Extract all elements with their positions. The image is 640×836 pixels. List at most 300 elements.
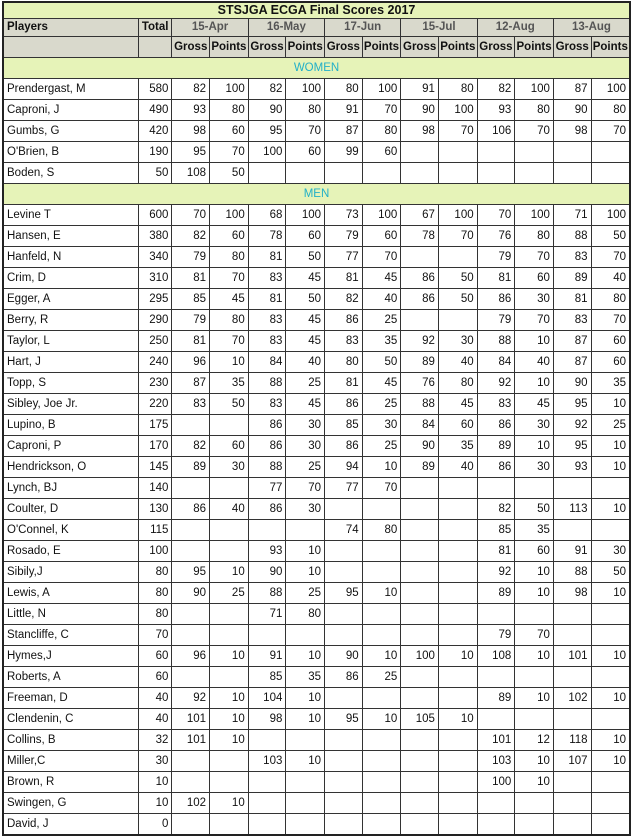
gross-cell: 88 — [248, 457, 286, 478]
points-cell: 10 — [591, 730, 630, 751]
gross-cell: 113 — [553, 499, 591, 520]
player-name: Sibley, Joe Jr. — [3, 394, 138, 415]
gross-cell: 90 — [325, 646, 363, 667]
gross-cell: 103 — [248, 751, 286, 772]
points-cell: 70 — [515, 121, 554, 142]
points-cell — [210, 478, 249, 499]
points-cell: 10 — [515, 562, 554, 583]
gross-cell — [553, 625, 591, 646]
table-row — [3, 772, 630, 793]
gross-cell: 89 — [553, 268, 591, 289]
points-cell — [210, 541, 249, 562]
player-total: 100 — [138, 541, 172, 562]
points-cell: 30 — [286, 499, 325, 520]
gross-cell — [553, 520, 591, 541]
gross-cell: 93 — [172, 100, 210, 121]
gross-cell: 87 — [553, 352, 591, 373]
gross-cell: 86 — [248, 499, 286, 520]
gross-cell — [172, 667, 210, 688]
points-cell — [438, 814, 477, 836]
gross-cell: 108 — [477, 646, 515, 667]
table-row — [3, 289, 630, 310]
player-total: 70 — [138, 625, 172, 646]
gross-cell — [477, 814, 515, 836]
points-cell: 10 — [286, 751, 325, 772]
points-cell: 70 — [210, 268, 249, 289]
points-cell: 80 — [210, 310, 249, 331]
gross-cell: 86 — [325, 667, 363, 688]
gross-cell: 101 — [477, 730, 515, 751]
gross-cell — [477, 667, 515, 688]
date-header: 17-Jun — [325, 19, 401, 37]
points-cell — [286, 814, 325, 836]
points-cell: 10 — [286, 709, 325, 730]
gross-cell: 90 — [401, 436, 439, 457]
table-row — [3, 583, 630, 604]
points-cell: 80 — [210, 247, 249, 268]
gross-cell — [248, 520, 286, 541]
player-name: Hymes,J — [3, 646, 138, 667]
points-cell: 60 — [515, 268, 554, 289]
gross-cell — [248, 730, 286, 751]
points-cell: 10 — [210, 793, 249, 814]
player-total: 50 — [138, 163, 172, 184]
gross-cell: 88 — [248, 583, 286, 604]
points-cell — [438, 751, 477, 772]
points-cell — [362, 688, 401, 709]
points-cell: 35 — [591, 373, 630, 394]
table-row — [3, 751, 630, 772]
points-cell: 70 — [210, 142, 249, 163]
gross-cell: 77 — [325, 247, 363, 268]
table-row — [3, 163, 630, 184]
points-cell: 25 — [362, 667, 401, 688]
gross-cell: 98 — [401, 121, 439, 142]
section-label: WOMEN — [3, 58, 630, 79]
player-name: Lewis, A — [3, 583, 138, 604]
table-row — [3, 625, 630, 646]
table-row — [3, 457, 630, 478]
points-cell: 10 — [362, 583, 401, 604]
gross-cell — [401, 667, 439, 688]
player-name: Lupino, B — [3, 415, 138, 436]
gross-cell: 81 — [172, 331, 210, 352]
points-cell: 45 — [286, 268, 325, 289]
table-row — [3, 541, 630, 562]
points-cell: 10 — [515, 646, 554, 667]
points-cell: 12 — [515, 730, 554, 751]
gross-cell: 71 — [248, 604, 286, 625]
points-cell: 100 — [210, 205, 249, 226]
points-cell: 10 — [286, 562, 325, 583]
gross-cell: 76 — [401, 373, 439, 394]
player-total: 490 — [138, 100, 172, 121]
gross-cell: 83 — [172, 394, 210, 415]
gross-cell: 79 — [172, 247, 210, 268]
points-header: Points — [591, 37, 630, 58]
gross-cell: 81 — [248, 289, 286, 310]
points-cell — [438, 499, 477, 520]
gross-cell — [477, 709, 515, 730]
gross-cell: 83 — [248, 268, 286, 289]
gross-cell — [401, 310, 439, 331]
points-cell: 30 — [591, 541, 630, 562]
gross-cell: 92 — [553, 415, 591, 436]
player-name: Sibily,J — [3, 562, 138, 583]
points-cell: 60 — [591, 331, 630, 352]
points-cell: 10 — [591, 499, 630, 520]
player-name: Gumbs, G — [3, 121, 138, 142]
gross-cell — [325, 793, 363, 814]
gross-cell: 87 — [325, 121, 363, 142]
gross-cell: 81 — [553, 289, 591, 310]
gross-cell: 95 — [553, 394, 591, 415]
table-row — [3, 688, 630, 709]
points-cell — [591, 667, 630, 688]
points-cell: 50 — [210, 394, 249, 415]
points-cell: 10 — [515, 583, 554, 604]
points-cell: 70 — [286, 478, 325, 499]
gross-cell — [248, 793, 286, 814]
table-row — [3, 100, 630, 121]
points-cell: 30 — [515, 415, 554, 436]
gross-cell: 83 — [325, 331, 363, 352]
gross-cell: 68 — [248, 205, 286, 226]
gross-cell — [401, 478, 439, 499]
points-cell: 35 — [362, 331, 401, 352]
gross-cell — [553, 604, 591, 625]
points-cell: 70 — [210, 331, 249, 352]
points-cell: 45 — [438, 394, 477, 415]
gross-header: Gross — [477, 37, 515, 58]
gross-cell: 73 — [325, 205, 363, 226]
section-row — [3, 184, 630, 205]
gross-cell: 98 — [553, 583, 591, 604]
player-name: Boden, S — [3, 163, 138, 184]
gross-cell — [325, 499, 363, 520]
gross-cell: 99 — [325, 142, 363, 163]
gross-cell: 79 — [477, 625, 515, 646]
players-header: Players — [3, 19, 138, 37]
player-total: 32 — [138, 730, 172, 751]
table-row — [3, 499, 630, 520]
player-name: Collins, B — [3, 730, 138, 751]
points-cell: 70 — [362, 100, 401, 121]
gross-cell: 100 — [401, 646, 439, 667]
gross-cell: 98 — [172, 121, 210, 142]
gross-cell — [172, 751, 210, 772]
points-cell — [515, 604, 554, 625]
gross-cell: 86 — [325, 394, 363, 415]
gross-cell — [477, 142, 515, 163]
gross-cell: 78 — [401, 226, 439, 247]
gross-cell: 92 — [401, 331, 439, 352]
gross-cell: 90 — [248, 562, 286, 583]
points-cell: 100 — [286, 205, 325, 226]
points-cell: 30 — [286, 436, 325, 457]
player-total: 40 — [138, 709, 172, 730]
player-total: 115 — [138, 520, 172, 541]
gross-cell: 88 — [401, 394, 439, 415]
points-cell: 70 — [362, 478, 401, 499]
gross-cell — [172, 814, 210, 836]
table-row — [3, 604, 630, 625]
gross-cell: 86 — [248, 436, 286, 457]
points-cell: 80 — [286, 100, 325, 121]
player-total: 250 — [138, 331, 172, 352]
gross-cell: 93 — [248, 541, 286, 562]
gross-cell: 89 — [401, 352, 439, 373]
points-cell — [210, 415, 249, 436]
gross-cell: 71 — [553, 205, 591, 226]
player-total: 0 — [138, 814, 172, 836]
table-row — [3, 793, 630, 814]
gross-cell: 95 — [172, 142, 210, 163]
points-cell: 45 — [286, 310, 325, 331]
points-cell — [591, 604, 630, 625]
gross-cell — [172, 541, 210, 562]
player-name: Miller,C — [3, 751, 138, 772]
table-row — [3, 667, 630, 688]
gross-cell — [248, 814, 286, 836]
gross-cell: 67 — [401, 205, 439, 226]
points-cell — [362, 625, 401, 646]
player-name: Taylor, L — [3, 331, 138, 352]
points-cell — [515, 814, 554, 836]
points-cell — [438, 520, 477, 541]
points-cell: 10 — [515, 688, 554, 709]
gross-cell: 88 — [248, 373, 286, 394]
points-cell: 80 — [438, 79, 477, 100]
points-cell: 35 — [210, 373, 249, 394]
gross-cell — [553, 793, 591, 814]
player-name: Hendrickson, O — [3, 457, 138, 478]
points-cell: 50 — [591, 562, 630, 583]
table-row — [3, 373, 630, 394]
player-name: David, J — [3, 814, 138, 836]
player-total: 130 — [138, 499, 172, 520]
gross-cell: 86 — [401, 289, 439, 310]
points-cell: 50 — [210, 163, 249, 184]
points-cell: 10 — [591, 457, 630, 478]
table-row — [3, 646, 630, 667]
points-cell — [286, 772, 325, 793]
player-total: 220 — [138, 394, 172, 415]
gross-cell: 86 — [325, 436, 363, 457]
points-cell: 30 — [515, 457, 554, 478]
gross-cell: 86 — [477, 457, 515, 478]
points-cell: 10 — [362, 646, 401, 667]
gross-cell: 79 — [477, 310, 515, 331]
gross-cell: 80 — [325, 352, 363, 373]
player-name: Brown, R — [3, 772, 138, 793]
player-name: Hanfeld, N — [3, 247, 138, 268]
player-total: 80 — [138, 562, 172, 583]
player-total: 340 — [138, 247, 172, 268]
gross-cell: 88 — [477, 331, 515, 352]
player-name: Rosado, E — [3, 541, 138, 562]
gross-cell: 95 — [325, 583, 363, 604]
points-cell — [362, 604, 401, 625]
points-cell: 50 — [591, 226, 630, 247]
points-cell — [362, 562, 401, 583]
gross-cell: 84 — [248, 352, 286, 373]
points-cell: 100 — [591, 79, 630, 100]
points-cell: 10 — [362, 457, 401, 478]
points-cell — [591, 793, 630, 814]
points-cell: 35 — [515, 520, 554, 541]
points-cell: 10 — [286, 688, 325, 709]
gross-cell: 85 — [172, 289, 210, 310]
table-row — [3, 436, 630, 457]
date-header: 13-Aug — [553, 19, 630, 37]
gross-cell — [325, 814, 363, 836]
gross-cell: 79 — [325, 226, 363, 247]
points-cell: 70 — [515, 247, 554, 268]
gross-cell: 93 — [477, 100, 515, 121]
gross-cell: 108 — [172, 163, 210, 184]
points-cell: 25 — [286, 583, 325, 604]
gross-cell: 91 — [325, 100, 363, 121]
gross-cell — [248, 772, 286, 793]
points-cell — [210, 751, 249, 772]
gross-cell: 78 — [248, 226, 286, 247]
player-total: 30 — [138, 751, 172, 772]
points-cell — [210, 772, 249, 793]
player-total: 295 — [138, 289, 172, 310]
gross-cell — [172, 625, 210, 646]
player-total: 420 — [138, 121, 172, 142]
gross-cell: 98 — [553, 121, 591, 142]
gross-cell: 81 — [477, 541, 515, 562]
gross-cell — [325, 772, 363, 793]
gross-cell — [553, 163, 591, 184]
points-cell: 25 — [362, 436, 401, 457]
player-name: Caproni, J — [3, 100, 138, 121]
points-cell: 70 — [515, 625, 554, 646]
points-header: Points — [362, 37, 401, 58]
gross-cell: 70 — [172, 205, 210, 226]
points-cell: 40 — [362, 289, 401, 310]
gross-cell: 81 — [477, 268, 515, 289]
gross-cell: 87 — [172, 373, 210, 394]
gross-cell: 85 — [325, 415, 363, 436]
gross-header: Gross — [553, 37, 591, 58]
gross-cell — [172, 520, 210, 541]
points-cell: 10 — [286, 541, 325, 562]
points-cell: 50 — [438, 289, 477, 310]
points-cell — [591, 520, 630, 541]
points-cell: 10 — [515, 373, 554, 394]
points-cell: 10 — [591, 646, 630, 667]
gross-cell: 90 — [553, 100, 591, 121]
player-total: 380 — [138, 226, 172, 247]
points-cell: 25 — [362, 394, 401, 415]
points-cell: 10 — [591, 394, 630, 415]
points-cell: 10 — [515, 436, 554, 457]
gross-cell — [401, 247, 439, 268]
points-cell: 60 — [362, 142, 401, 163]
gross-cell — [401, 583, 439, 604]
player-total: 140 — [138, 478, 172, 499]
points-cell — [286, 520, 325, 541]
gross-header: Gross — [248, 37, 286, 58]
gross-cell: 92 — [477, 373, 515, 394]
gross-cell — [401, 793, 439, 814]
table-row — [3, 352, 630, 373]
gross-cell — [401, 688, 439, 709]
table-row — [3, 121, 630, 142]
points-cell — [591, 625, 630, 646]
table-row — [3, 562, 630, 583]
points-cell — [362, 730, 401, 751]
points-cell: 80 — [362, 520, 401, 541]
table-row — [3, 520, 630, 541]
gross-cell — [401, 499, 439, 520]
gross-cell: 79 — [172, 310, 210, 331]
points-cell: 50 — [362, 352, 401, 373]
points-cell: 10 — [591, 751, 630, 772]
table-row — [3, 142, 630, 163]
gross-cell: 70 — [477, 205, 515, 226]
scores-table — [2, 1, 631, 836]
gross-cell: 81 — [248, 247, 286, 268]
gross-cell — [553, 478, 591, 499]
gross-cell — [553, 709, 591, 730]
points-cell — [362, 499, 401, 520]
points-cell — [438, 793, 477, 814]
points-cell: 100 — [362, 205, 401, 226]
points-cell: 30 — [210, 457, 249, 478]
points-cell: 30 — [362, 415, 401, 436]
points-cell — [591, 478, 630, 499]
points-cell — [210, 814, 249, 836]
player-total: 80 — [138, 604, 172, 625]
gross-cell: 88 — [553, 226, 591, 247]
gross-cell: 86 — [248, 415, 286, 436]
gross-cell — [401, 625, 439, 646]
date-header: 15-Apr — [172, 19, 248, 37]
points-cell: 10 — [286, 646, 325, 667]
points-cell: 60 — [362, 226, 401, 247]
points-cell: 70 — [362, 247, 401, 268]
gross-header: Gross — [172, 37, 210, 58]
gross-cell: 101 — [553, 646, 591, 667]
gross-cell: 101 — [172, 709, 210, 730]
points-cell: 60 — [210, 121, 249, 142]
gross-cell: 92 — [172, 688, 210, 709]
points-cell — [515, 142, 554, 163]
gross-cell: 95 — [172, 562, 210, 583]
gross-cell — [401, 814, 439, 836]
gross-cell: 86 — [172, 499, 210, 520]
points-cell — [591, 772, 630, 793]
player-total: 10 — [138, 793, 172, 814]
gross-cell — [325, 730, 363, 751]
player-name: Caproni, P — [3, 436, 138, 457]
player-total: 10 — [138, 772, 172, 793]
points-cell — [362, 793, 401, 814]
points-cell: 60 — [210, 436, 249, 457]
gross-cell: 88 — [553, 562, 591, 583]
gross-cell: 82 — [172, 79, 210, 100]
gross-cell: 91 — [401, 79, 439, 100]
table-row — [3, 709, 630, 730]
gross-cell: 77 — [248, 478, 286, 499]
date-header: 16-May — [248, 19, 324, 37]
gross-cell — [325, 562, 363, 583]
player-total: 190 — [138, 142, 172, 163]
